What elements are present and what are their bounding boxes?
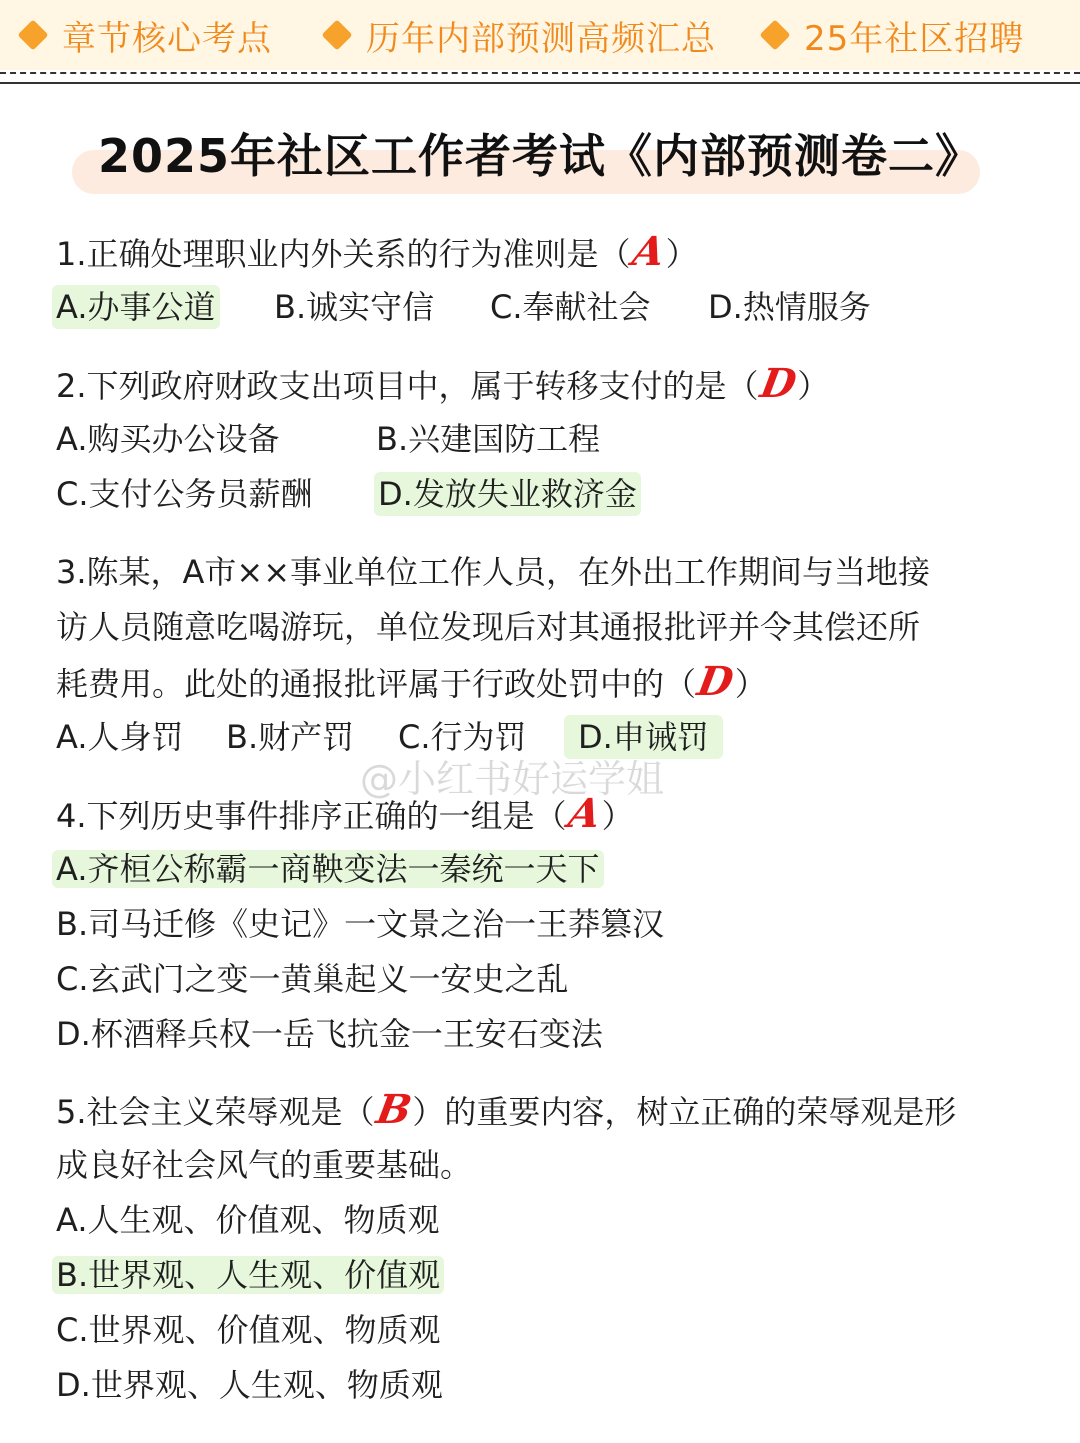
top-tag-strip: [0, 0, 1080, 70]
option-c: C.行为罚: [398, 718, 527, 756]
option-b: B.财产罚: [226, 718, 355, 756]
solid-divider: [0, 82, 1080, 84]
page-title: 2025年社区工作者考试《内部预测卷二》: [97, 129, 983, 183]
stem-text: 5.社会主义荣辱观是（: [56, 1093, 375, 1131]
option-c: C.支付公务员薪酬: [56, 475, 313, 513]
question-3-stem-line3: [56, 660, 767, 706]
diamond-icon: [759, 19, 790, 50]
diamond-icon: [17, 19, 48, 50]
stem-text: 1.正确处理职业内外关系的行为准则是（: [56, 235, 631, 273]
question-4-option-d: D.杯酒释兵权一岳飞抗金一王安石变法: [56, 1015, 603, 1053]
stem-text: ）的重要内容，树立正确的荣辱观是形: [412, 1093, 957, 1131]
option-c: C.奉献社会: [490, 288, 651, 326]
question-4-option-b: B.司马迁修《史记》一文景之治一王莽篡汉: [56, 905, 665, 943]
stem-text: ）: [734, 665, 767, 703]
tag-recruitment: [764, 0, 1024, 70]
tag-label: 25年社区招聘: [804, 18, 1025, 59]
stem-text: ）: [797, 367, 830, 405]
dashed-divider: [0, 72, 1080, 74]
question-2-options-row1: [56, 417, 1036, 461]
question-5-option-a: A.人生观、价值观、物质观: [56, 1201, 440, 1239]
question-3-stem-line2: 访人员随意吃喝游玩，单位发现后对其通报批评并令其偿还所: [56, 608, 921, 646]
question-5-option-c: C.世界观、价值观、物质观: [56, 1311, 441, 1349]
question-3-stem-line1: 3.陈某，A市××事业单位工作人员，在外出工作期间与当地接: [56, 553, 931, 591]
watermark: @小红书好运学姐: [360, 757, 665, 801]
option-d: D.申诫罚: [564, 715, 723, 759]
stem-text: 耗费用。此处的通报批评属于行政处罚中的（: [56, 665, 697, 703]
question-1-options: [56, 285, 1036, 329]
option-b: B.诚实守信: [274, 288, 435, 326]
question-2-stem: [56, 362, 829, 408]
tag-label: 历年内部预测高频汇总: [366, 18, 716, 59]
option-b: B.兴建国防工程: [376, 420, 601, 458]
option-a: A.办事公道: [52, 285, 220, 329]
question-5-stem-line2: 成良好社会风气的重要基础。: [56, 1146, 473, 1184]
diamond-icon: [321, 19, 352, 50]
stem-text: ）: [665, 235, 698, 273]
option-a: A.齐桓公称霸一商鞅变法一秦统一天下: [52, 850, 604, 888]
answer-mark: B: [372, 1086, 415, 1133]
option-d: D.热情服务: [708, 288, 871, 326]
tag-label: 章节核心考点: [62, 18, 272, 59]
option-a: A.人身罚: [56, 718, 184, 756]
question-5-option-d: D.世界观、人生观、物质观: [56, 1366, 443, 1404]
option-a: A.购买办公设备: [56, 420, 280, 458]
answer-mark: D: [756, 360, 800, 407]
question-4-option-a: [56, 847, 604, 891]
option-d: D.发放失业救济金: [374, 472, 641, 516]
question-4-option-c: C.玄武门之变一黄巢起义一安史之乱: [56, 960, 569, 998]
answer-mark: A: [628, 228, 668, 275]
question-2-options-row2: [56, 472, 1036, 516]
tag-forecast-summary: [326, 0, 716, 70]
question-5-option-b: [56, 1253, 444, 1297]
stem-text: ）: [601, 797, 634, 835]
stem-text: 2.下列政府财政支出项目中，属于转移支付的是（: [56, 367, 759, 405]
answer-mark: D: [693, 658, 737, 705]
question-5-stem-line1: [56, 1088, 956, 1134]
question-1-stem: [56, 230, 698, 276]
answer-mark: A: [564, 790, 604, 837]
question-4-stem: [56, 792, 634, 838]
option-b: B.世界观、人生观、价值观: [52, 1256, 444, 1294]
tag-chapter-core: [22, 0, 272, 70]
stem-text: 4.下列历史事件排序正确的一组是（: [56, 797, 567, 835]
